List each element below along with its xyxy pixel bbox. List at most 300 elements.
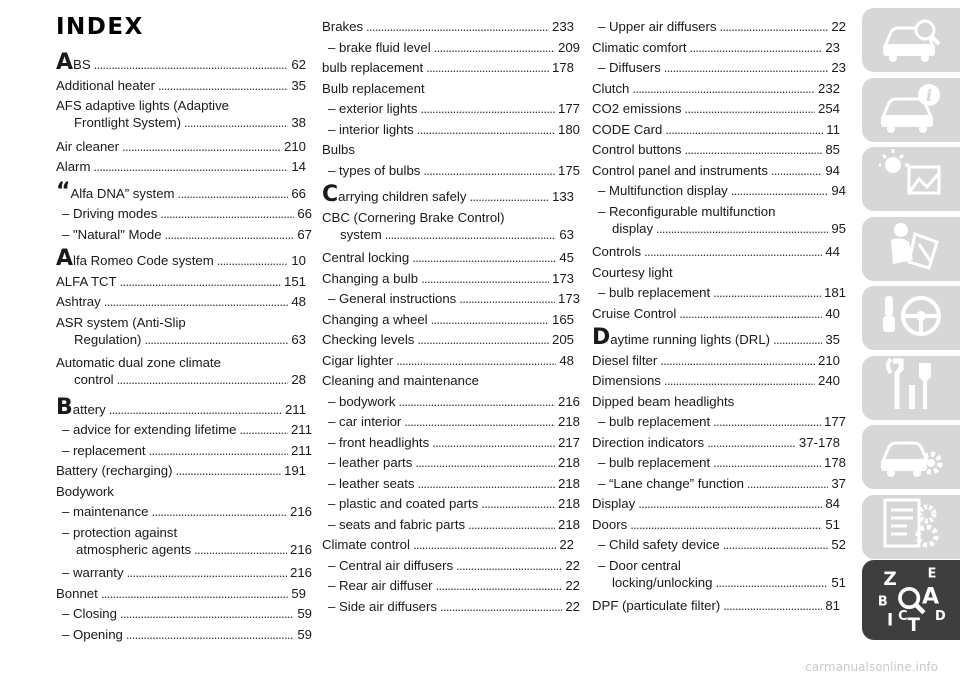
index-entry <box>56 421 312 438</box>
index-entry <box>592 39 840 56</box>
dot-leader <box>690 39 823 56</box>
page-number: 22 <box>565 557 580 573</box>
page-number: 11 <box>826 121 840 137</box>
entry-label: Cruise Control <box>592 305 677 321</box>
dot-leader <box>771 162 822 179</box>
page-number: 233 <box>551 19 574 34</box>
page-number: 211 <box>290 442 312 458</box>
index-entry <box>592 393 840 410</box>
svg-text:E: E <box>927 566 937 582</box>
entry-label: AFS adaptive lights (Adaptive <box>56 98 229 113</box>
svg-text:T: T <box>907 614 920 633</box>
dot-leader <box>396 352 556 369</box>
svg-text:B: B <box>877 593 888 609</box>
dot-leader <box>176 462 281 479</box>
dot-leader <box>481 495 555 512</box>
entry-label: – replacement <box>73 442 146 458</box>
page-number: 173 <box>557 291 580 306</box>
page-number: 209 <box>557 39 580 55</box>
entry-label: – Upper air diffusers <box>609 19 717 34</box>
entry-label: – front headlights <box>339 434 430 450</box>
index-entry <box>56 394 306 420</box>
index-entry <box>322 80 574 97</box>
page-number: 59 <box>297 626 312 642</box>
page-number: 22 <box>565 578 580 593</box>
entry-label: – Driving modes <box>73 206 158 221</box>
page-number: 216 <box>289 565 312 580</box>
entry-label: Control panel and instruments <box>592 162 768 178</box>
dot-leader <box>713 454 821 471</box>
entry-label: “Alfa DNA” system <box>56 178 175 204</box>
index-entry <box>322 577 580 594</box>
page-number: 14 <box>291 159 306 174</box>
entry-continuation: Frontlight System) <box>74 115 181 130</box>
index-entry <box>592 352 840 369</box>
entry-label: – advice for extending lifetime <box>73 422 237 437</box>
page-number: 218 <box>557 496 580 511</box>
page-number: 178 <box>823 455 846 470</box>
page-number: 191 <box>283 463 306 478</box>
index-entry <box>592 243 840 260</box>
svg-text:i: i <box>925 86 933 105</box>
index-entry <box>322 100 580 117</box>
page-number: 66 <box>297 206 312 221</box>
entry-label: ASR system (Anti-Slip <box>56 314 186 330</box>
entry-label: Bulbs <box>322 142 355 157</box>
section-tab-car-info[interactable] <box>862 78 960 142</box>
index-entry <box>56 442 312 459</box>
section-initial: D <box>592 325 611 350</box>
section-initial: A <box>56 50 74 75</box>
entry-label: – leather seats <box>339 475 415 491</box>
warning-lights-icon <box>879 147 943 212</box>
svg-text:C: C <box>898 608 908 624</box>
page-number: 59 <box>291 585 306 601</box>
svg-text:A: A <box>922 583 940 610</box>
page-number: 232 <box>817 80 840 96</box>
index-entry <box>56 462 306 479</box>
index-letters-icon <box>874 563 948 638</box>
index-entry <box>592 59 846 76</box>
page-number: 240 <box>817 373 840 388</box>
page-number: 175 <box>557 162 580 178</box>
entry-label: Additional heater <box>56 77 155 93</box>
index-entry <box>322 162 580 179</box>
index-entry <box>592 516 840 533</box>
page-number: 48 <box>291 294 306 309</box>
entry-label: – Opening <box>73 626 123 642</box>
entry-label: Air cleaner <box>56 138 120 154</box>
dot-leader <box>638 495 822 512</box>
index-entry <box>56 293 306 310</box>
page-number: 10 <box>291 253 306 268</box>
dot-leader <box>423 162 555 179</box>
section-tab-index-letters[interactable] <box>862 560 960 640</box>
dot-leader <box>418 475 555 492</box>
entry-label: Display <box>592 496 636 511</box>
entry-label: Courtesy light <box>592 264 673 280</box>
page-number: 165 <box>551 311 574 327</box>
page-number: 218 <box>557 516 580 532</box>
dot-leader <box>152 503 287 520</box>
index-entry <box>56 97 306 131</box>
index-entry <box>56 564 312 581</box>
dot-leader <box>664 372 815 389</box>
dot-leader <box>417 331 549 348</box>
list-gears-icon <box>879 494 943 559</box>
section-initial: B <box>56 394 73 420</box>
section-tab-airbag-safety[interactable] <box>862 217 960 281</box>
index-entry <box>592 495 840 512</box>
page-number: 173 <box>551 270 574 286</box>
index-entry <box>592 475 846 492</box>
page-number: 23 <box>825 39 840 55</box>
page-number: 23 <box>831 60 846 75</box>
dot-leader <box>469 188 549 205</box>
index-entry <box>322 249 574 266</box>
entry-label: CO2 emissions <box>592 101 682 116</box>
entry-continuation: Regulation) <box>74 331 142 347</box>
dot-leader <box>126 626 294 643</box>
index-entry <box>56 503 312 520</box>
page-number: 151 <box>283 273 306 289</box>
entry-continuation: atmospheric agents <box>76 541 192 557</box>
page-number: 48 <box>559 352 574 368</box>
car-settings-icon <box>879 425 943 490</box>
page-number: 63 <box>291 331 306 347</box>
index-entry <box>322 536 574 553</box>
dot-leader <box>366 18 549 35</box>
dot-leader <box>747 475 828 492</box>
page-number: 217 <box>557 434 580 450</box>
entry-label: Controls <box>592 244 642 259</box>
car-info-icon <box>879 77 943 142</box>
entry-label: – protection against <box>73 524 178 540</box>
dot-leader <box>120 273 281 290</box>
entry-label: Daytime running lights (DRL) <box>592 325 771 350</box>
entry-label: Changing a wheel <box>322 311 428 327</box>
page-title: INDEX <box>56 14 144 40</box>
index-entry <box>56 77 306 94</box>
dot-leader <box>468 516 555 533</box>
dot-leader <box>707 434 796 451</box>
entry-label: – brake fluid level <box>339 39 431 55</box>
index-entry <box>322 495 580 512</box>
index-entry <box>592 413 846 430</box>
page-number: 66 <box>291 185 306 201</box>
entry-label: Clutch <box>592 80 630 96</box>
index-entry <box>56 50 306 75</box>
dot-leader <box>715 574 828 591</box>
section-tab-warning-lights[interactable] <box>862 147 960 211</box>
page-number: 35 <box>825 332 840 347</box>
dot-leader <box>632 80 815 97</box>
dot-leader <box>417 121 555 138</box>
index-entry <box>322 434 580 451</box>
dot-leader <box>127 564 287 581</box>
entry-label: – Central air diffusers <box>339 557 454 573</box>
index-entry <box>322 393 580 410</box>
section-initial: “ <box>56 178 71 204</box>
entry-label: – "Natural" Mode <box>73 226 162 242</box>
dot-leader <box>660 352 815 369</box>
entry-label: – Diffusers <box>609 60 661 75</box>
entry-label: – Child safety device <box>609 537 720 552</box>
entry-label: Automatic dual zone climate <box>56 355 221 370</box>
entry-label: Climate control <box>322 537 410 552</box>
index-entry <box>592 597 840 614</box>
page-number: 218 <box>557 455 580 470</box>
index-entry <box>592 434 840 451</box>
index-entry <box>56 314 306 348</box>
index-entry <box>322 557 580 574</box>
page-number: 178 <box>551 60 574 75</box>
dot-leader <box>144 331 288 348</box>
entry-label: Alarm <box>56 159 91 174</box>
page-number: 45 <box>559 250 574 265</box>
svg-text:I: I <box>887 610 894 630</box>
dot-leader <box>723 597 822 614</box>
entry-label: Dipped beam headlights <box>592 393 735 409</box>
entry-label: Cigar lighter <box>322 352 394 368</box>
dot-leader <box>421 270 549 287</box>
page-number: 177 <box>557 101 580 116</box>
index-entry <box>322 270 574 287</box>
entry-label: – Side air diffusers <box>339 598 437 614</box>
index-entry <box>592 80 840 97</box>
dot-leader <box>665 121 823 138</box>
section-tab-car-settings[interactable] <box>862 425 960 489</box>
index-entry <box>592 284 846 301</box>
dot-leader <box>117 371 289 388</box>
index-entry <box>592 557 846 591</box>
index-entry <box>322 352 574 369</box>
entry-label: Bonnet <box>56 585 98 601</box>
page-number: 51 <box>825 516 840 532</box>
index-entry <box>322 18 574 35</box>
index-entry <box>592 325 840 350</box>
entry-label: – bodywork <box>339 393 396 409</box>
index-entry <box>322 59 574 76</box>
page-number: 22 <box>565 598 580 614</box>
entry-label: – interior lights <box>339 121 414 137</box>
page-number: 180 <box>557 121 580 137</box>
page-number: 218 <box>557 475 580 491</box>
section-initial: C <box>322 182 339 207</box>
index-entry <box>592 536 846 553</box>
index-entry <box>592 18 846 35</box>
index-entry <box>592 372 840 389</box>
dot-leader <box>149 442 288 459</box>
dot-leader <box>434 39 555 56</box>
index-entry <box>592 454 846 471</box>
entry-label: – Multifunction display <box>609 183 728 198</box>
index-entry <box>56 354 306 388</box>
page-number: 211 <box>290 422 312 437</box>
page-number: 40 <box>825 305 840 321</box>
dot-leader <box>420 100 555 117</box>
index-entry <box>322 475 580 492</box>
page-number: 44 <box>825 244 840 259</box>
dot-leader <box>122 138 281 155</box>
dot-leader <box>459 290 555 307</box>
index-entry <box>322 290 580 307</box>
index-entry <box>56 205 312 222</box>
page-number: 59 <box>297 606 312 621</box>
page-number: 37 <box>831 475 846 491</box>
page-number: 51 <box>831 574 846 590</box>
dot-leader <box>720 18 829 35</box>
entry-label: Doors <box>592 516 628 532</box>
page-number: 94 <box>825 162 840 178</box>
index-entry <box>56 483 306 500</box>
entry-label: Battery <box>56 394 106 420</box>
index-entry <box>56 138 306 155</box>
dot-leader <box>217 252 289 269</box>
entry-label: – General instructions <box>339 291 457 306</box>
page-number: 67 <box>297 226 312 242</box>
entry-label: – leather parts <box>339 455 413 470</box>
dot-leader <box>404 413 555 430</box>
page-number: 22 <box>831 19 846 34</box>
dot-leader <box>415 454 555 471</box>
entry-label: – Closing <box>73 606 117 621</box>
entry-label: Alfa Romeo Code system <box>56 246 214 271</box>
page-number: 211 <box>284 401 306 417</box>
index-entry <box>592 162 840 179</box>
dot-leader <box>723 536 829 553</box>
index-entry <box>322 121 580 138</box>
entry-continuation: system <box>340 226 382 242</box>
index-entry <box>322 331 574 348</box>
entry-label: Climatic comfort <box>592 39 687 55</box>
entry-label: Cleaning and maintenance <box>322 373 479 388</box>
dot-leader <box>440 598 562 615</box>
entry-continuation: locking/unlocking <box>612 574 713 590</box>
entry-label: – Door central <box>609 557 681 573</box>
entry-label: ALFA TCT <box>56 273 117 289</box>
entry-label: – exterior lights <box>339 101 418 116</box>
dot-leader <box>184 114 288 131</box>
dot-leader <box>158 77 288 94</box>
page-number: 81 <box>825 598 840 613</box>
dot-leader <box>713 284 821 301</box>
entry-label: Bulb replacement <box>322 80 425 96</box>
svg-text:D: D <box>934 608 946 624</box>
index-entry <box>322 598 580 615</box>
index-entry <box>592 100 840 117</box>
page-number: 210 <box>283 138 306 154</box>
dot-leader <box>426 59 549 76</box>
dot-leader <box>194 541 287 558</box>
section-tab-car-search[interactable] <box>862 8 960 72</box>
entry-label: – maintenance <box>73 504 149 519</box>
dot-leader <box>644 243 822 260</box>
index-entry <box>56 626 312 643</box>
page-number: 216 <box>289 504 312 519</box>
entry-label: Ashtray <box>56 294 101 309</box>
dot-leader <box>160 205 294 222</box>
page-number: 35 <box>291 77 306 93</box>
entry-label: – Reconfigurable multifunction <box>609 203 776 219</box>
entry-label: Dimensions <box>592 373 661 388</box>
page-number: 84 <box>825 496 840 511</box>
airbag-safety-icon <box>879 216 943 281</box>
index-entry <box>592 203 846 237</box>
index-entry <box>322 141 574 158</box>
svg-text:Z: Z <box>883 568 897 590</box>
dot-leader <box>436 577 563 594</box>
entry-label: – “Lane change” function <box>609 475 744 491</box>
entry-continuation: control <box>74 372 114 387</box>
page-number: 210 <box>817 352 840 368</box>
entry-label: Direction indicators <box>592 434 705 450</box>
key-steering-wheel-icon <box>879 286 943 351</box>
index-entry <box>322 516 580 533</box>
index-entry <box>56 585 306 602</box>
index-entry <box>592 182 846 199</box>
section-tab-list-gears[interactable] <box>862 495 960 559</box>
dot-leader <box>684 141 822 158</box>
dot-leader <box>713 413 821 430</box>
page-number: 254 <box>817 101 840 116</box>
index-entry <box>592 141 840 158</box>
index-entry <box>592 305 840 322</box>
dot-leader <box>630 516 822 533</box>
dot-leader <box>432 434 555 451</box>
page-number: 133 <box>551 189 574 204</box>
entry-label: – seats and fabric parts <box>339 516 466 532</box>
entry-label: – plastic and coated parts <box>339 496 479 511</box>
page-number: 62 <box>291 57 306 72</box>
dot-leader <box>412 249 556 266</box>
entry-label: – bulb replacement <box>609 414 711 429</box>
page-number: 63 <box>559 226 574 242</box>
dot-leader <box>731 182 829 199</box>
dot-leader <box>679 305 822 322</box>
section-tab-tools[interactable] <box>862 356 960 420</box>
index-entry <box>322 209 574 243</box>
watermark: carmanualsonline.info <box>805 660 938 674</box>
entry-label: bulb replacement <box>322 60 424 75</box>
page-number: 94 <box>831 183 846 198</box>
dot-leader <box>104 293 289 310</box>
entry-continuation: display <box>612 220 654 236</box>
dot-leader <box>94 56 289 73</box>
page-number: 22 <box>559 537 574 552</box>
page-number: 28 <box>291 372 306 387</box>
page-number: 205 <box>551 332 574 347</box>
dot-leader <box>101 585 289 602</box>
index-entry <box>322 182 574 207</box>
page-number: 218 <box>557 414 580 429</box>
index-entry <box>56 178 306 204</box>
entry-label: Checking levels <box>322 332 415 347</box>
dot-leader <box>413 536 556 553</box>
index-entry <box>322 311 574 328</box>
section-tab-key-steering-wheel[interactable] <box>862 286 960 350</box>
index-entry <box>56 605 312 622</box>
index-entry <box>56 246 306 271</box>
page-number: 177 <box>823 414 846 429</box>
index-entry <box>592 264 840 281</box>
index-entry <box>322 39 580 56</box>
dot-leader <box>456 557 562 574</box>
entry-label: Diesel filter <box>592 352 658 368</box>
car-search-icon <box>879 8 943 73</box>
dot-leader <box>773 331 822 348</box>
dot-leader <box>664 59 829 76</box>
